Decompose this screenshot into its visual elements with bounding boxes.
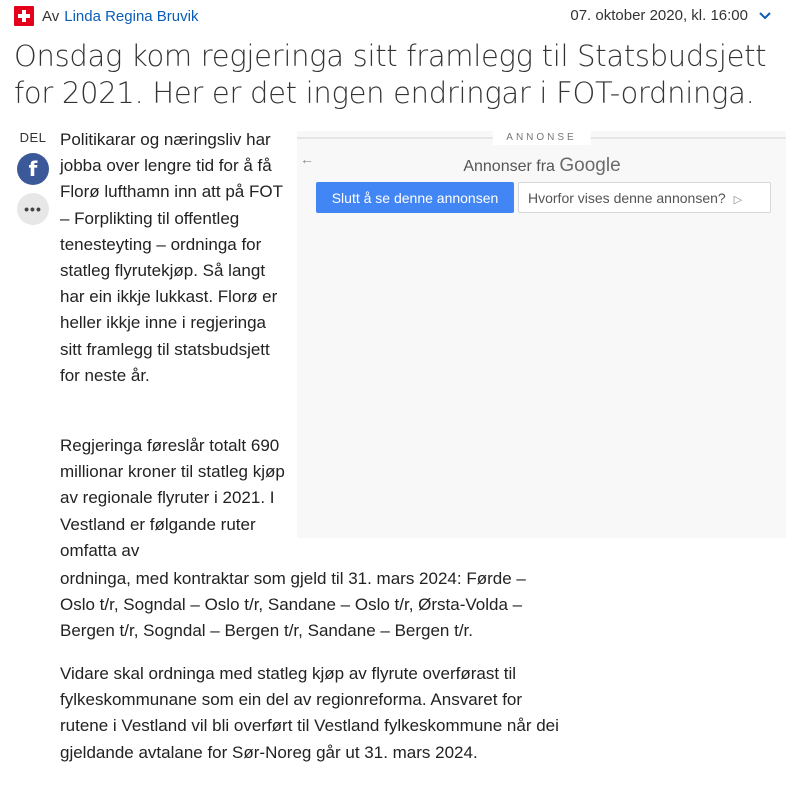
article-headline: Onsdag kom regjeringa sitt framlegg til Statsbudsjett for 2021. Her er det ingen endringar i FOT-ordninga. — [14, 39, 767, 110]
stop-seeing-ad-button[interactable]: Slutt å se denne annonsen — [316, 182, 514, 213]
ad-label: ANNONSE — [492, 131, 590, 145]
publish-date: 07. oktober 2020, kl. 16:00 — [570, 7, 748, 24]
back-arrow-icon[interactable]: ← — [300, 151, 314, 167]
adchoices-icon: ▷ — [733, 193, 743, 206]
facebook-icon: f — [28, 157, 38, 181]
more-options-icon: ••• — [24, 201, 42, 217]
author-link[interactable]: Linda Regina Bruvik — [64, 7, 199, 25]
advertisement — [297, 131, 786, 538]
byline — [14, 4, 786, 28]
article-paragraph-2-end: ordninga, med kontraktar som gjeld til 31. mars 2024: Førde – Oslo t/r, Sogndal – Oslo t/r, Sandane – Oslo t/r, Ørsta-Volda – Bergen t/r, Sogndal – Bergen t/r, Sandane – Bergen t/r. — [60, 569, 526, 641]
google-wordmark: Google — [559, 155, 621, 176]
facebook-share-button[interactable] — [17, 153, 49, 185]
ad-from-text: Annonser fra — [463, 158, 555, 175]
byline-prefix: Av — [42, 7, 60, 25]
more-share-button[interactable] — [17, 193, 49, 225]
article-paragraph-2-start: Regjeringa føreslår totalt 690 millionar kroner til statleg kjøp av regionale flyruter i 2021. I Vestland er følgande ruter omfatta av — [60, 436, 285, 560]
why-this-ad-button[interactable] — [518, 182, 771, 213]
share-rail — [16, 130, 50, 225]
news-logo-icon — [14, 6, 34, 26]
chevron-down-icon[interactable] — [756, 6, 774, 24]
ad-attribution — [297, 155, 787, 177]
article-paragraph-1: Politikarar og næringsliv har jobba over lengre tid for å få Florø lufthamn inn att på FOT – Forplikting til offentleg tenesteyting – ordninga for statleg flyrutekjøp. Så langt har ein ikkje lukkast. Florø er heller ikkje inne i regjeringa sitt framlegg til statsbudsjett for neste år. — [60, 130, 283, 385]
article-paragraph-3: Vidare skal ordninga med statleg kjøp av flyrute overførast til fylkeskommunane som ein del av regionreforma. Ansvaret for rutene i Vestland vil bli overført til Vestland fylkeskommune når dei gjeldande avtalane for Sør-Noreg går ut 31. mars 2024. — [60, 664, 559, 762]
share-label: DEL — [19, 130, 47, 145]
why-this-ad-label: Hvorfor vises denne annonsen? — [528, 189, 726, 206]
